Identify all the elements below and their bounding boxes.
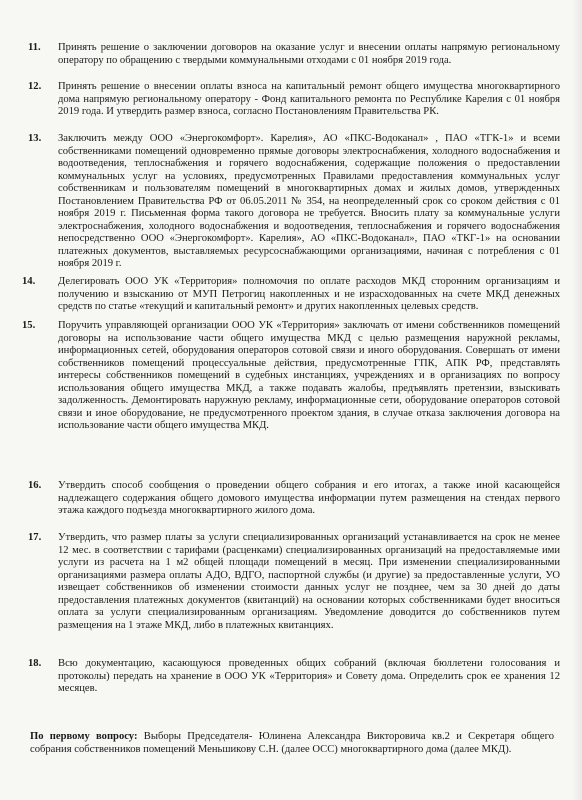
first-question-lead: По первому вопросу:: [30, 731, 138, 742]
item-number: 14.: [22, 276, 36, 287]
item-text: Делегировать ООО УК «Территория» полномочия по оплате расходов МКД сторонним организациям и получению и взысканию от МУП Петрогиц накопленных и не израсходованных на счете МКД денежных средств по статье «текущий и капитальный ремонт» и других накопленных целевых средств.: [58, 276, 560, 312]
first-question-text: Выборы Председателя- Юлинена Александра Викторовича кв.2 и Секретаря общего собрания собственников помещений Меньшикову С.Н. (далее ОСС) многоквартирного дома (далее МКД).: [30, 731, 554, 755]
item-text: Поручить управляющей организации ООО УК «Территория» заключать от имени собственников помещений договоры на использование части общего имущества МКД с целью размещения наружной рекламы, информационных сетей, оборудования операторов сотовой связи и иного оборудования. Совершать от имени собственников помещений процессуальные действия, предусмотренные ГПК, АПК РФ, представлять интересы собственников помещений в судебных инстанциях, учреждениях и в организациях по вопросу использования общего имущества МКД, а также подавать жалобы, предъявлять претензии, взыскивать задолженность. Демонтировать наружную рекламу, информационные сети, оборудование операторов сотовой связи и иное оборудование, не предусмотренного проектом здания, в случае отказа заключения договора на использование части общего имущества МКД.: [58, 320, 560, 431]
item-number: 16.: [28, 480, 42, 491]
item-text: Утвердить способ сообщения о проведении общего собрания и его итогах, а также иной касающейся надлежащего содержания общего домового имущества информации путем размещения на стендах первого этажа каждого подъезда многоквартирного жилого дома.: [58, 480, 560, 516]
item-text: Заключить между ООО «Энергокомфорт». Карелия», АО «ПКС-Водоканал» , ПАО «ТГК-1» и всеми собственниками помещений одновременно прямые договоры электроснабжения, холодного водоснабжения и водоотведения, теплоснабжения и горячего водоснабжения, содержащие положения о предоставлении коммунальных услуг на условиях, предусмотренных Правилами предоставления коммунальных услуг собственникам и пользователям помещений в многоквартирных домах и жилых домов, утвержденных Постановлением Правительства РФ от 06.05.2011 № 354, на неопределенный срок со сроком действия с 01 ноября 2019 г. Письменная форма такого договора не требуется. Вносить плату за коммунальные услуги электроснабжения, холодного водоснабжения и водоотведения, теплоснабжения и горячего водоснабжения непосредственно ООО «Энергокомфорт». Карелия», АО «ПКС-Водоканал», ПАО «ТКГ-1» на основании платежных документов, выставляемых ресурсоснабжающими организациями, начиная с потребления с 01 ноября 2019 г.: [58, 133, 560, 269]
first-question-paragraph: [30, 730, 554, 756]
item-text: Утвердить, что размер платы за услуги специализированных организаций устанавливается на срок не менее 12 мес. в соответствии с тарифами (расценками) специализированных организаций на предоставляемые ими услуги из расчета на 1 м2 общей площади помещений в месяц. При изменении специализированными организациями размера оплаты АДО, ВДГО, паспортной службы (и другие) за предоставленные услуги, УО извещает собственников об изменении стоимости данных услуг не позднее, чем за 30 дней до даты предоставления платежных документов (квитанций) на основании которых собственниками будет вноситься оплата за услуги специализированным организациям. Уведомление доводится до собственников путем размещения на 1 этаже МКД, либо в платежных квитанциях.: [58, 532, 560, 631]
item-number: 12.: [28, 81, 42, 92]
item-text: Всю документацию, касающуюся проведенных общих собраний (включая бюллетени голосования и протоколы) передать на хранение в ООО УК «Территория» и Совету дома. Определить срок ее хранения 12 месяцев.: [58, 658, 560, 694]
item-number: 18.: [28, 658, 42, 669]
scan-edge-shadow: [572, 0, 582, 800]
item-number: 17.: [28, 532, 42, 543]
item-text: Принять решение о внесении оплаты взноса на капитальный ремонт общего имущества многоквартирного дома напрямую региональному оператору - Фонд капитального ремонта по Республике Карелия с 01 ноября 2019 года. И утвердить размер взноса, согласно Постановлениям Правительства РК.: [58, 81, 560, 117]
item-number: 15.: [22, 320, 36, 331]
item-number: 11.: [28, 42, 41, 53]
item-number: 13.: [28, 133, 42, 144]
item-text: Принять решение о заключении договоров на оказание услуг и внесении оплаты напрямую региональному оператору по обращению с твердыми коммунальными отходами с 01 ноября 2019 года.: [58, 42, 560, 66]
